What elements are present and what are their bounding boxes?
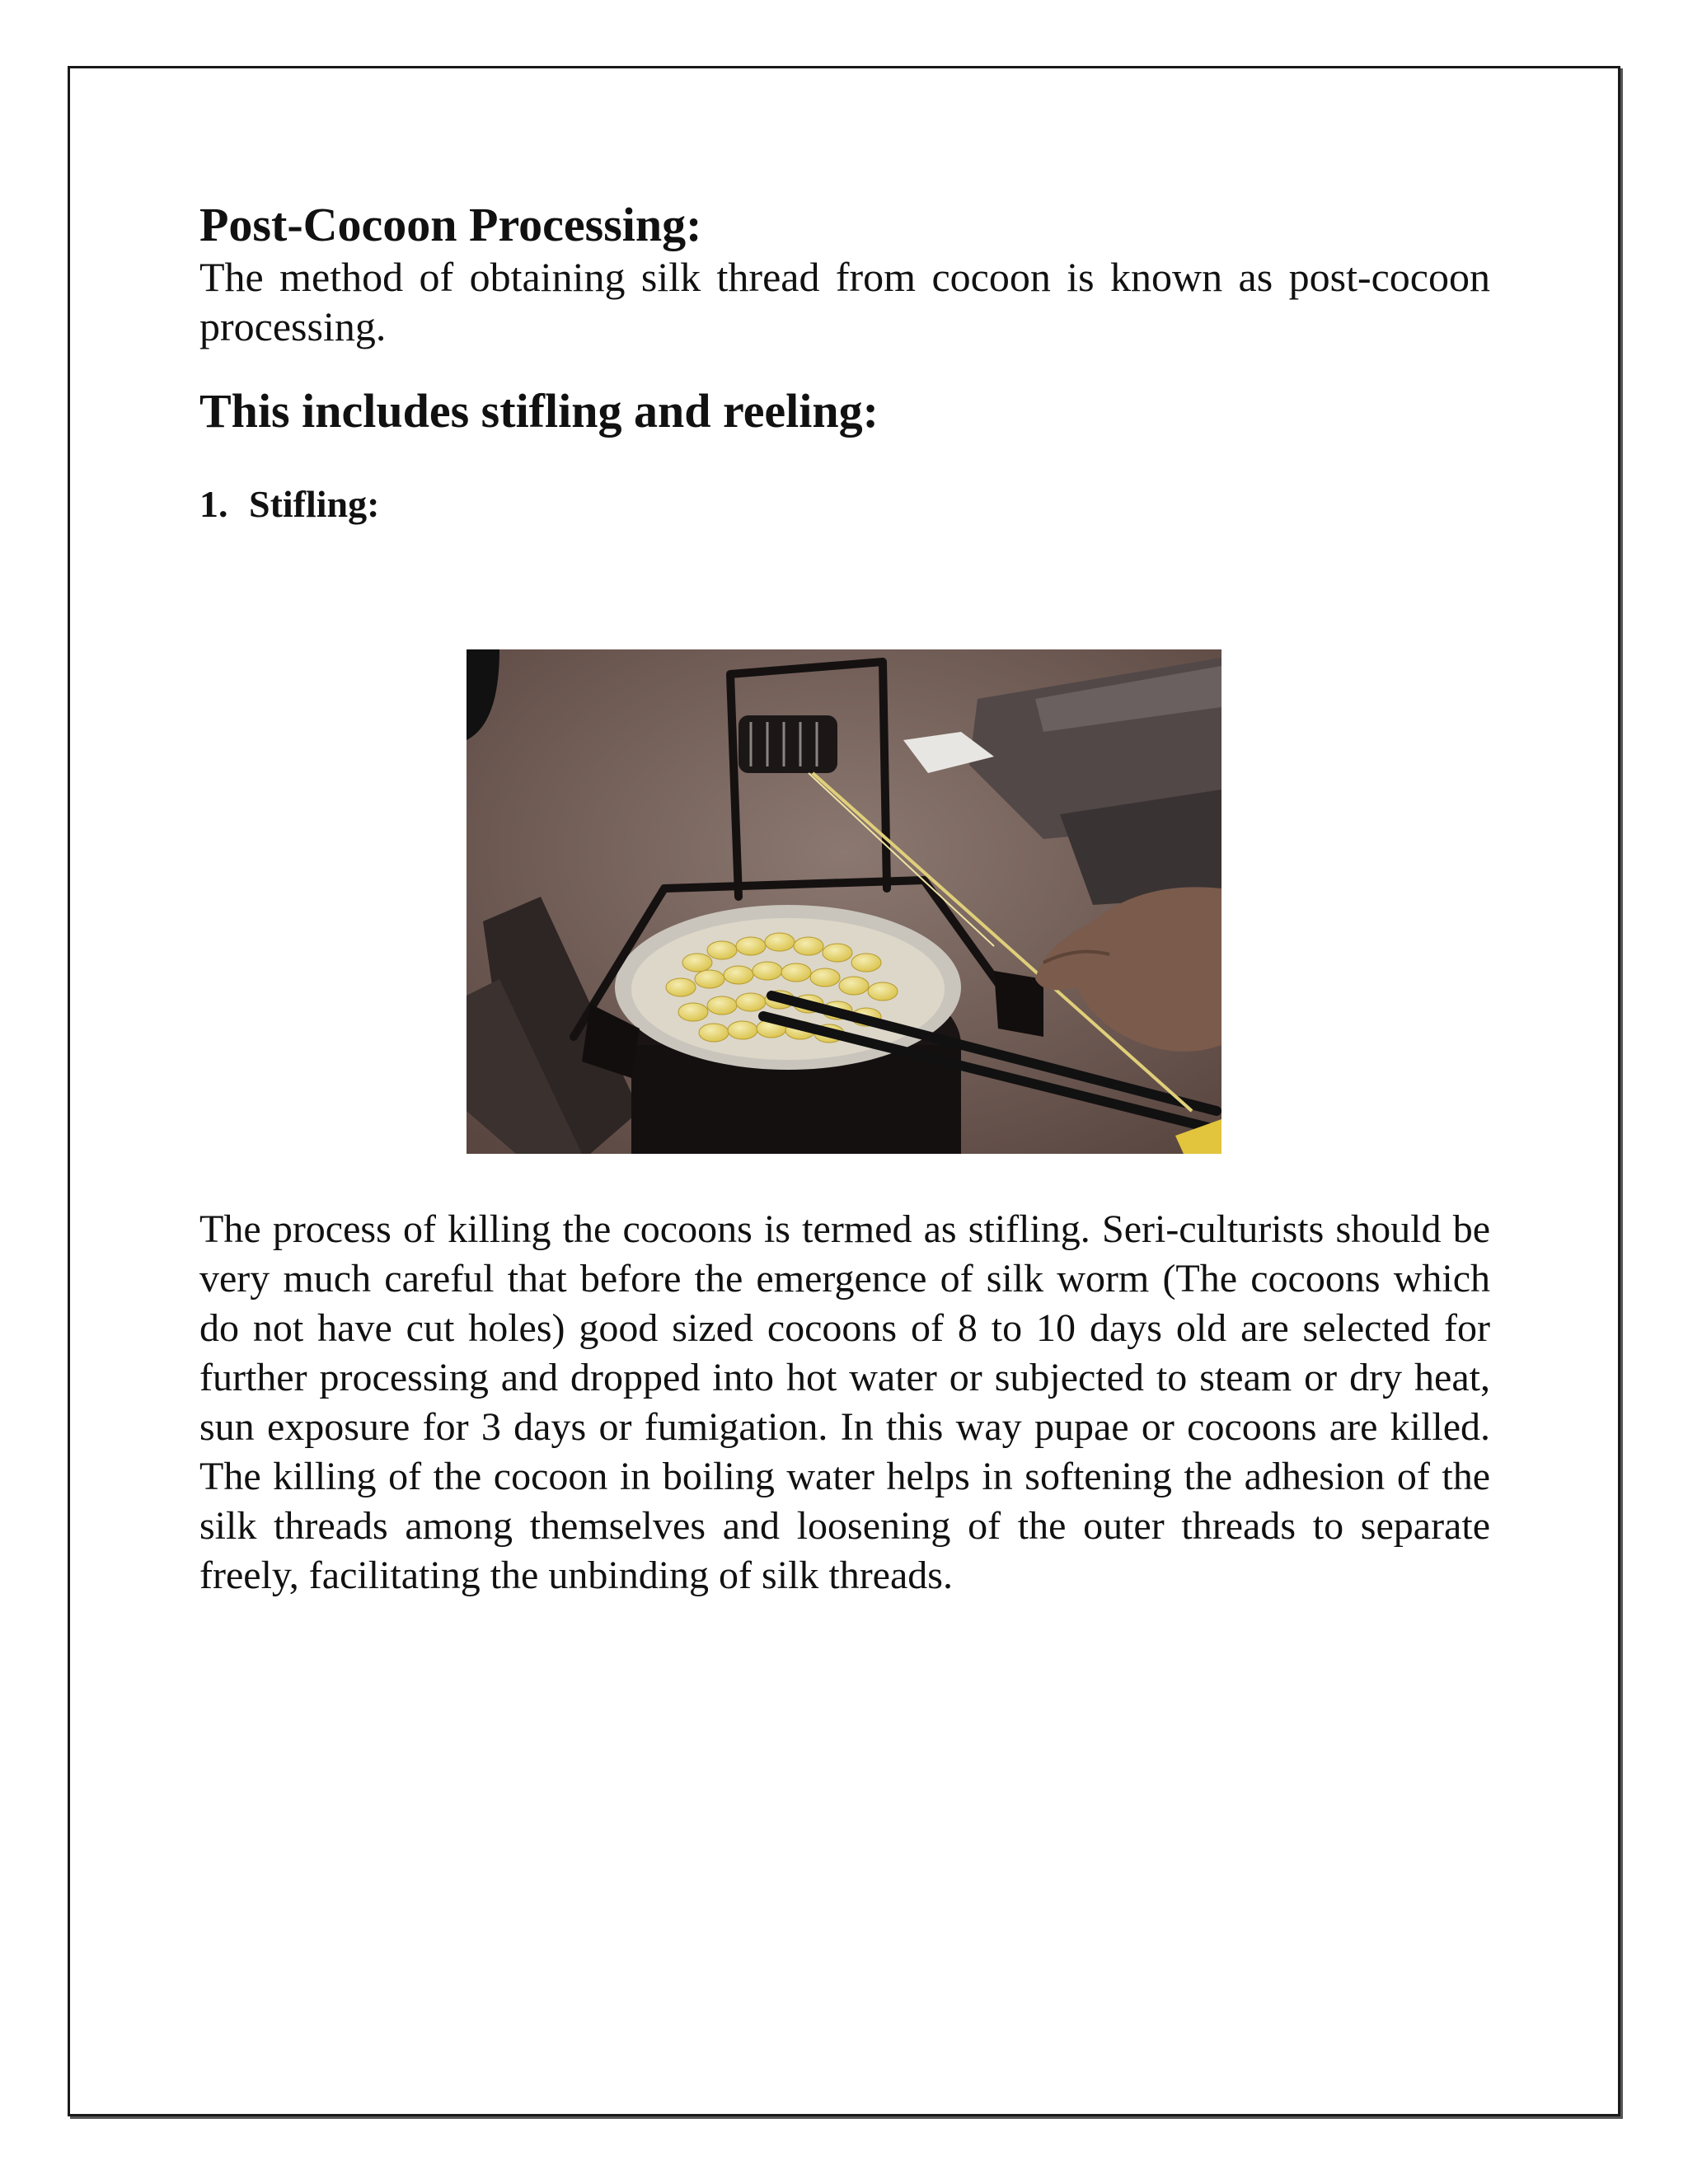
stifling-description: The process of killing the cocoons is termed as stifling. Seri-culturists should be very much careful that before the emergence of silk worm (The cocoons which do not have cut holes) good sized cocoons of 8 to 10 days old are selected for further processing and dropped into hot water or subjected to steam or dry heat, sun exposure for 3 days or fumigation. In this way pupae or cocoons are killed. The killing of the cocoon in boiling water helps in softening the adhesion of the silk threads among themselves and loosening of the outer threads to separate freely, facilitating the unbinding of silk threads. [199,1207,1490,1597]
list-item-label: Stifling: [249,483,380,525]
list-item-number: 1. [199,483,228,525]
photo-icon [467,649,1221,1154]
section-title: Post-Cocoon Processing: [199,198,702,251]
section-intro: The method of obtaining silk thread from cocoon is known as post-cocoon processing. [199,254,1490,349]
list-item-stifling [199,481,1490,527]
subsection-title: This includes stifling and reeling: [199,384,879,438]
document-content [199,198,1490,527]
stifling-photo [467,649,1221,1154]
